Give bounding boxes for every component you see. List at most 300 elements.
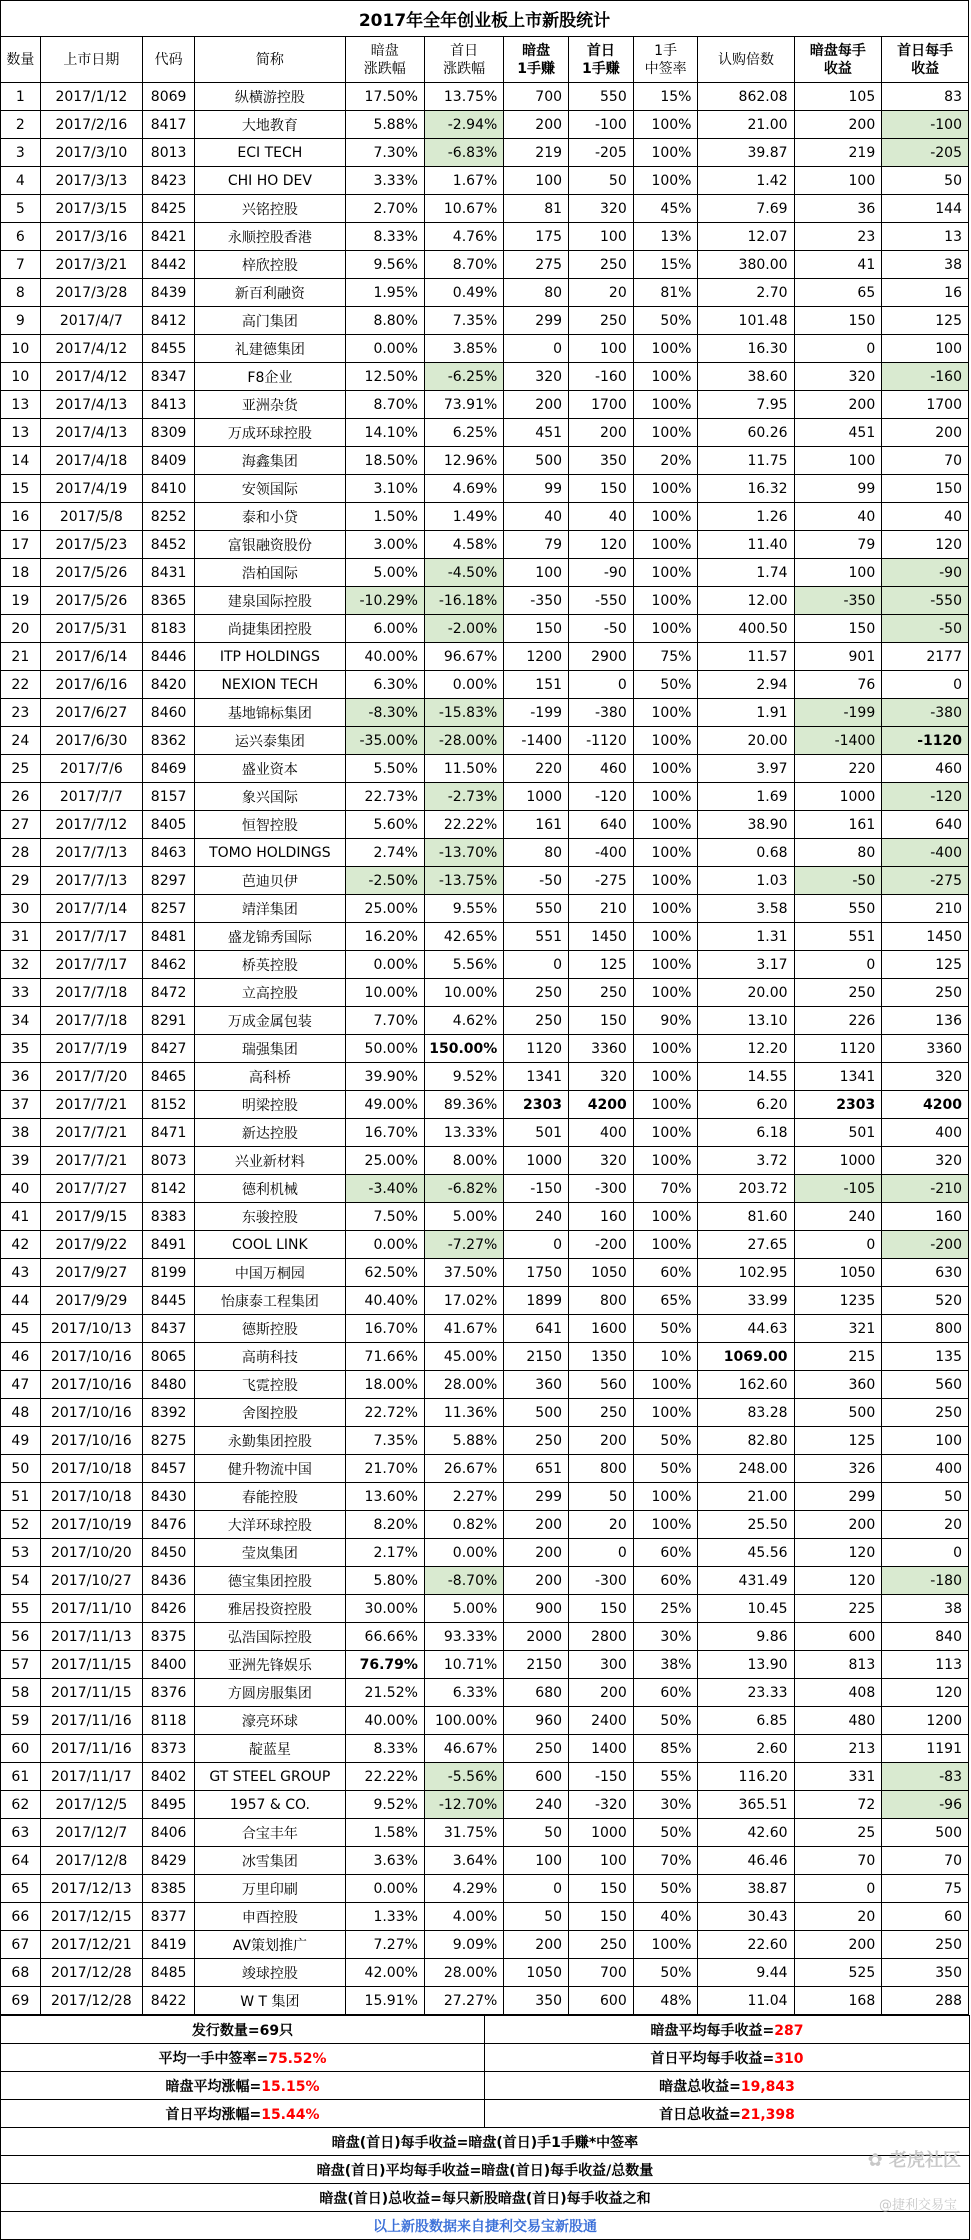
table-cell: 9.09%: [424, 1931, 503, 1959]
table-cell: NEXION TECH: [195, 671, 345, 699]
table-cell: -550: [569, 587, 634, 615]
table-cell: 100: [504, 1847, 569, 1875]
table-cell: 116.20: [698, 1763, 794, 1791]
table-cell: 8406: [143, 1819, 195, 1847]
table-row: [1, 1315, 969, 1343]
table-cell: 2900: [569, 643, 634, 671]
table-cell: 12.96%: [424, 447, 503, 475]
table-row: [1, 951, 969, 979]
table-cell: 100: [794, 167, 882, 195]
table-cell: F8企业: [195, 363, 345, 391]
table-cell: 68: [1, 1959, 41, 1987]
table-cell: 2017/6/27: [40, 699, 142, 727]
table-cell: 40: [1, 1175, 41, 1203]
table-cell: 7.35%: [424, 307, 503, 335]
table-cell: 富银融资股份: [195, 531, 345, 559]
table-cell: 6.20: [698, 1091, 794, 1119]
table-cell: 30%: [633, 1791, 698, 1819]
sheet-title: 2017年全年创业板上市新股统计: [1, 1, 969, 37]
table-cell: 8427: [143, 1035, 195, 1063]
table-cell: -275: [569, 867, 634, 895]
table-cell: -100: [569, 111, 634, 139]
table-cell: 400.50: [698, 615, 794, 643]
table-row: [1, 559, 969, 587]
table-cell: 1.49%: [424, 503, 503, 531]
table-cell: 运兴泰集团: [195, 727, 345, 755]
table-cell: 42.00%: [345, 1959, 424, 1987]
table-cell: 8252: [143, 503, 195, 531]
table-cell: 160: [882, 1203, 969, 1231]
table-cell: 2017/4/13: [40, 419, 142, 447]
table-cell: 34: [1, 1007, 41, 1035]
table-cell: 9: [1, 307, 41, 335]
table-cell: 8376: [143, 1679, 195, 1707]
table-cell: 46.46: [698, 1847, 794, 1875]
table-cell: 2017/3/15: [40, 195, 142, 223]
table-cell: 2017/7/13: [40, 867, 142, 895]
table-cell: 0: [504, 951, 569, 979]
table-cell: -2.94%: [424, 111, 503, 139]
table-cell: 30.43: [698, 1903, 794, 1931]
table-cell: 12.07: [698, 223, 794, 251]
table-cell: 83.28: [698, 1399, 794, 1427]
table-cell: 竣球控股: [195, 1959, 345, 1987]
table-row: [1, 223, 969, 251]
table-cell: 0.00%: [345, 951, 424, 979]
table-cell: 8421: [143, 223, 195, 251]
table-cell: 150: [569, 1595, 634, 1623]
table-cell: 16.70%: [345, 1315, 424, 1343]
table-cell: 100%: [633, 503, 698, 531]
table-cell: 220: [794, 755, 882, 783]
table-cell: 17.50%: [345, 83, 424, 111]
table-cell: 12.00: [698, 587, 794, 615]
footnote-2: 暗盘(首日)平均每手收益=暗盘(首日)每手收益/总数量: [1, 2156, 970, 2184]
table-cell: 立高控股: [195, 979, 345, 1007]
table-cell: 4.76%: [424, 223, 503, 251]
table-cell: 11.50%: [424, 755, 503, 783]
table-cell: 2017/12/8: [40, 1847, 142, 1875]
column-header: 认购倍数: [698, 37, 794, 83]
table-cell: -50: [569, 615, 634, 643]
table-cell: 400: [569, 1119, 634, 1147]
table-cell: 1.95%: [345, 279, 424, 307]
table-row: [1, 391, 969, 419]
table-cell: 800: [569, 1455, 634, 1483]
table-cell: 2017/7/6: [40, 755, 142, 783]
table-cell: -4.50%: [424, 559, 503, 587]
table-cell: ECI TECH: [195, 139, 345, 167]
table-cell: 80: [794, 839, 882, 867]
table-cell: 219: [504, 139, 569, 167]
table-cell: 1450: [569, 923, 634, 951]
table-cell: -100: [882, 111, 969, 139]
table-cell: 48: [1, 1399, 41, 1427]
table-cell: 5.80%: [345, 1567, 424, 1595]
table-cell: -320: [569, 1791, 634, 1819]
table-cell: 0: [569, 671, 634, 699]
table-row: [1, 1623, 969, 1651]
table-cell: 70%: [633, 1847, 698, 1875]
table-cell: 6.00%: [345, 615, 424, 643]
table-cell: 100%: [633, 587, 698, 615]
header-row: [1, 37, 969, 83]
table-cell: 100%: [633, 363, 698, 391]
table-cell: -16.18%: [424, 587, 503, 615]
table-cell: 40: [794, 503, 882, 531]
table-cell: 23: [794, 223, 882, 251]
table-cell: 盛龙锦秀国际: [195, 923, 345, 951]
table-row: [1, 1819, 969, 1847]
table-cell: 70: [794, 1847, 882, 1875]
table-cell: 480: [794, 1707, 882, 1735]
table-cell: 79: [794, 531, 882, 559]
table-cell: 雅居投资控股: [195, 1595, 345, 1623]
table-cell: 2017/10/16: [40, 1371, 142, 1399]
table-cell: 100: [569, 223, 634, 251]
table-cell: 8142: [143, 1175, 195, 1203]
table-cell: 8472: [143, 979, 195, 1007]
table-cell: 27: [1, 811, 41, 839]
table-cell: 8365: [143, 587, 195, 615]
table-cell: 2177: [882, 643, 969, 671]
table-cell: -105: [794, 1175, 882, 1203]
table-cell: 0.82%: [424, 1511, 503, 1539]
table-cell: 83: [882, 83, 969, 111]
table-cell: 99: [794, 475, 882, 503]
table-cell: 14.10%: [345, 419, 424, 447]
table-cell: 5.50%: [345, 755, 424, 783]
column-header: 暗盘 涨跌幅: [345, 37, 424, 83]
table-cell: 22.22%: [345, 1763, 424, 1791]
table-cell: -35.00%: [345, 727, 424, 755]
table-row: [1, 279, 969, 307]
table-cell: 45%: [633, 195, 698, 223]
table-cell: 20: [794, 1903, 882, 1931]
table-cell: 100: [882, 1427, 969, 1455]
table-cell: 海鑫集团: [195, 447, 345, 475]
table-cell: 680: [504, 1679, 569, 1707]
table-cell: 8.33%: [345, 1735, 424, 1763]
table-cell: 200: [882, 419, 969, 447]
table-cell: 2017/11/15: [40, 1651, 142, 1679]
table-cell: 中国万桐园: [195, 1259, 345, 1287]
table-row: [1, 1959, 969, 1987]
table-cell: 350: [504, 1987, 569, 2015]
table-cell: 76: [794, 671, 882, 699]
table-cell: 14: [1, 447, 41, 475]
table-cell: 500: [794, 1399, 882, 1427]
table-cell: 240: [504, 1203, 569, 1231]
table-cell: 67: [1, 1931, 41, 1959]
table-cell: -205: [569, 139, 634, 167]
table-cell: 299: [794, 1483, 882, 1511]
table-cell: 150: [569, 1903, 634, 1931]
table-cell: 200: [504, 1567, 569, 1595]
column-header: 暗盘 1手赚: [504, 37, 569, 83]
table-cell: 7.35%: [345, 1427, 424, 1455]
table-cell: 100%: [633, 139, 698, 167]
table-cell: 1.26: [698, 503, 794, 531]
table-row: [1, 1091, 969, 1119]
table-cell: 0.49%: [424, 279, 503, 307]
table-cell: 250: [569, 1399, 634, 1427]
table-cell: 8383: [143, 1203, 195, 1231]
source-note: 以上新股数据来自捷利交易宝新股通: [1, 2212, 970, 2240]
table-cell: 2017/7/21: [40, 1091, 142, 1119]
table-cell: 建泉国际控股: [195, 587, 345, 615]
table-cell: 41.67%: [424, 1315, 503, 1343]
footnote-1: 暗盘(首日)每手收益=暗盘(首日)手1手赚*中签率: [1, 2128, 970, 2156]
table-cell: 浩柏国际: [195, 559, 345, 587]
table-cell: 冰雪集团: [195, 1847, 345, 1875]
table-cell: 8417: [143, 111, 195, 139]
table-cell: 350: [882, 1959, 969, 1987]
table-cell: 44: [1, 1287, 41, 1315]
table-cell: 100%: [633, 1035, 698, 1063]
table-cell: 1000: [794, 783, 882, 811]
table-cell: 600: [794, 1623, 882, 1651]
table-cell: 濠亮环球: [195, 1707, 345, 1735]
table-cell: 1235: [794, 1287, 882, 1315]
table-row: [1, 1875, 969, 1903]
table-cell: 20: [569, 1511, 634, 1539]
table-cell: 150: [794, 615, 882, 643]
table-cell: 8412: [143, 307, 195, 335]
table-cell: 39.87: [698, 139, 794, 167]
table-cell: -150: [569, 1763, 634, 1791]
table-cell: 100%: [633, 475, 698, 503]
table-cell: 1.58%: [345, 1819, 424, 1847]
table-cell: 0.00%: [345, 1875, 424, 1903]
table-cell: 600: [569, 1987, 634, 2015]
table-cell: -300: [569, 1175, 634, 1203]
table-cell: 120: [569, 531, 634, 559]
table-cell: 100%: [633, 167, 698, 195]
table-cell: 50: [504, 1819, 569, 1847]
table-cell: 550: [569, 83, 634, 111]
table-cell: 275: [504, 251, 569, 279]
table-cell: 40.40%: [345, 1287, 424, 1315]
table-cell: 2.94: [698, 671, 794, 699]
table-cell: 299: [504, 1483, 569, 1511]
table-cell: 0: [504, 335, 569, 363]
table-cell: 4.69%: [424, 475, 503, 503]
table-cell: -1120: [882, 727, 969, 755]
table-cell: 57: [1, 1651, 41, 1679]
table-cell: 365.51: [698, 1791, 794, 1819]
table-cell: 1000: [794, 1147, 882, 1175]
table-cell: 215: [794, 1343, 882, 1371]
table-cell: 100%: [633, 1147, 698, 1175]
table-cell: 70: [882, 1847, 969, 1875]
table-cell: 12.20: [698, 1035, 794, 1063]
table-cell: 70%: [633, 1175, 698, 1203]
table-cell: 73.91%: [424, 391, 503, 419]
table-cell: 6: [1, 223, 41, 251]
table-cell: -150: [504, 1175, 569, 1203]
table-cell: 6.30%: [345, 671, 424, 699]
table-cell: 2017/12/7: [40, 1819, 142, 1847]
table-cell: 8455: [143, 335, 195, 363]
table-cell: -160: [882, 363, 969, 391]
table-cell: 9.55%: [424, 895, 503, 923]
table-cell: 10.00%: [424, 979, 503, 1007]
table-cell: 5.88%: [424, 1427, 503, 1455]
table-cell: 2017/3/28: [40, 279, 142, 307]
table-cell: 38: [882, 1595, 969, 1623]
table-cell: 38.90: [698, 811, 794, 839]
table-cell: 60: [882, 1903, 969, 1931]
table-cell: 100%: [633, 1203, 698, 1231]
table-row: [1, 587, 969, 615]
table-cell: 100%: [633, 727, 698, 755]
table-cell: 150.00%: [424, 1035, 503, 1063]
table-cell: 8422: [143, 1987, 195, 2015]
table-cell: 46.67%: [424, 1735, 503, 1763]
table-cell: 40: [504, 503, 569, 531]
table-cell: 600: [504, 1763, 569, 1791]
table-cell: 德宝集团控股: [195, 1567, 345, 1595]
table-cell: 100%: [633, 615, 698, 643]
table-cell: 2017/7/27: [40, 1175, 142, 1203]
table-row: [1, 1455, 969, 1483]
table-cell: 1341: [504, 1063, 569, 1091]
summary-grey-total-gain: 暗盘总收益=19,843: [485, 2072, 970, 2100]
table-row: [1, 1539, 969, 1567]
table-cell: 8439: [143, 279, 195, 307]
table-cell: 8065: [143, 1343, 195, 1371]
table-cell: 瑞强集团: [195, 1035, 345, 1063]
table-cell: -15.83%: [424, 699, 503, 727]
table-cell: 200: [504, 111, 569, 139]
table-cell: 2017/11/17: [40, 1763, 142, 1791]
table-cell: 礼建德集团: [195, 335, 345, 363]
table-cell: 1700: [882, 391, 969, 419]
table-cell: -275: [882, 867, 969, 895]
table-cell: 32: [1, 951, 41, 979]
table-row: [1, 111, 969, 139]
table-cell: 高门集团: [195, 307, 345, 335]
table-cell: 21.70%: [345, 1455, 424, 1483]
table-cell: 100%: [633, 923, 698, 951]
table-cell: 38.60: [698, 363, 794, 391]
table-cell: 213: [794, 1735, 882, 1763]
table-cell: 5.00%: [424, 1595, 503, 1623]
table-cell: 135: [882, 1343, 969, 1371]
table-cell: 8426: [143, 1595, 195, 1623]
table-cell: 2017/7/17: [40, 923, 142, 951]
table-cell: 20.00: [698, 727, 794, 755]
table-cell: 31: [1, 923, 41, 951]
table-cell: 55: [1, 1595, 41, 1623]
table-cell: 2150: [504, 1343, 569, 1371]
table-cell: 81%: [633, 279, 698, 307]
table-cell: 100%: [633, 755, 698, 783]
table-cell: 100%: [633, 839, 698, 867]
table-row: [1, 1903, 969, 1931]
table-cell: 100%: [633, 391, 698, 419]
table-cell: 60.26: [698, 419, 794, 447]
table-cell: 纵横游控股: [195, 83, 345, 111]
table-cell: 新百利融资: [195, 279, 345, 307]
table-cell: 30%: [633, 1623, 698, 1651]
column-header: 1手 中签率: [633, 37, 698, 83]
table-cell: 219: [794, 139, 882, 167]
table-cell: 40.00%: [345, 1707, 424, 1735]
table-cell: 250: [504, 1007, 569, 1035]
table-cell: 3.85%: [424, 335, 503, 363]
table-cell: 27.65: [698, 1231, 794, 1259]
table-cell: 100: [794, 447, 882, 475]
table-cell: 63: [1, 1819, 41, 1847]
table-cell: 56: [1, 1623, 41, 1651]
table-cell: 60%: [633, 1259, 698, 1287]
table-row: [1, 1735, 969, 1763]
watermark-handle: @捷利交易宝: [878, 2198, 957, 2213]
table-cell: 700: [569, 1959, 634, 1987]
table-cell: 100%: [633, 1231, 698, 1259]
table-cell: 3.33%: [345, 167, 424, 195]
table-cell: 45: [1, 1315, 41, 1343]
table-cell: 125: [569, 951, 634, 979]
table-cell: 8452: [143, 531, 195, 559]
table-cell: 8275: [143, 1427, 195, 1455]
table-cell: -400: [882, 839, 969, 867]
table-cell: 45.00%: [424, 1343, 503, 1371]
table-cell: 8073: [143, 1147, 195, 1175]
table-cell: 1.91: [698, 699, 794, 727]
table-cell: 8118: [143, 1707, 195, 1735]
table-cell: 40: [882, 503, 969, 531]
table-row: [1, 1931, 969, 1959]
table-cell: -28.00%: [424, 727, 503, 755]
table-cell: 500: [882, 1819, 969, 1847]
table-cell: 怡康泰工程集团: [195, 1287, 345, 1315]
table-cell: 100: [569, 335, 634, 363]
table-cell: 520: [882, 1287, 969, 1315]
table-cell: 100%: [633, 1119, 698, 1147]
table-cell: 2000: [504, 1623, 569, 1651]
table-row: [1, 335, 969, 363]
table-cell: 2017/7/12: [40, 811, 142, 839]
table-row: [1, 1035, 969, 1063]
table-cell: 8430: [143, 1483, 195, 1511]
table-cell: 100%: [633, 559, 698, 587]
table-cell: 80: [504, 279, 569, 307]
table-cell: 8462: [143, 951, 195, 979]
table-cell: 160: [569, 1203, 634, 1231]
table-cell: 100%: [633, 895, 698, 923]
table-cell: 250: [882, 1399, 969, 1427]
table-cell: 33: [1, 979, 41, 1007]
table-cell: 20: [569, 279, 634, 307]
table-cell: 120: [882, 1679, 969, 1707]
table-cell: 8495: [143, 1791, 195, 1819]
table-cell: 2017/9/15: [40, 1203, 142, 1231]
table-cell: 120: [794, 1567, 882, 1595]
table-cell: -7.27%: [424, 1231, 503, 1259]
table-cell: 25.00%: [345, 1147, 424, 1175]
table-cell: 2017/5/31: [40, 615, 142, 643]
table-cell: 2017/10/18: [40, 1455, 142, 1483]
table-cell: 21: [1, 643, 41, 671]
table-cell: 31.75%: [424, 1819, 503, 1847]
table-cell: 150: [882, 475, 969, 503]
table-cell: 43: [1, 1259, 41, 1287]
table-cell: 25.00%: [345, 895, 424, 923]
table-cell: 2017/3/10: [40, 139, 142, 167]
